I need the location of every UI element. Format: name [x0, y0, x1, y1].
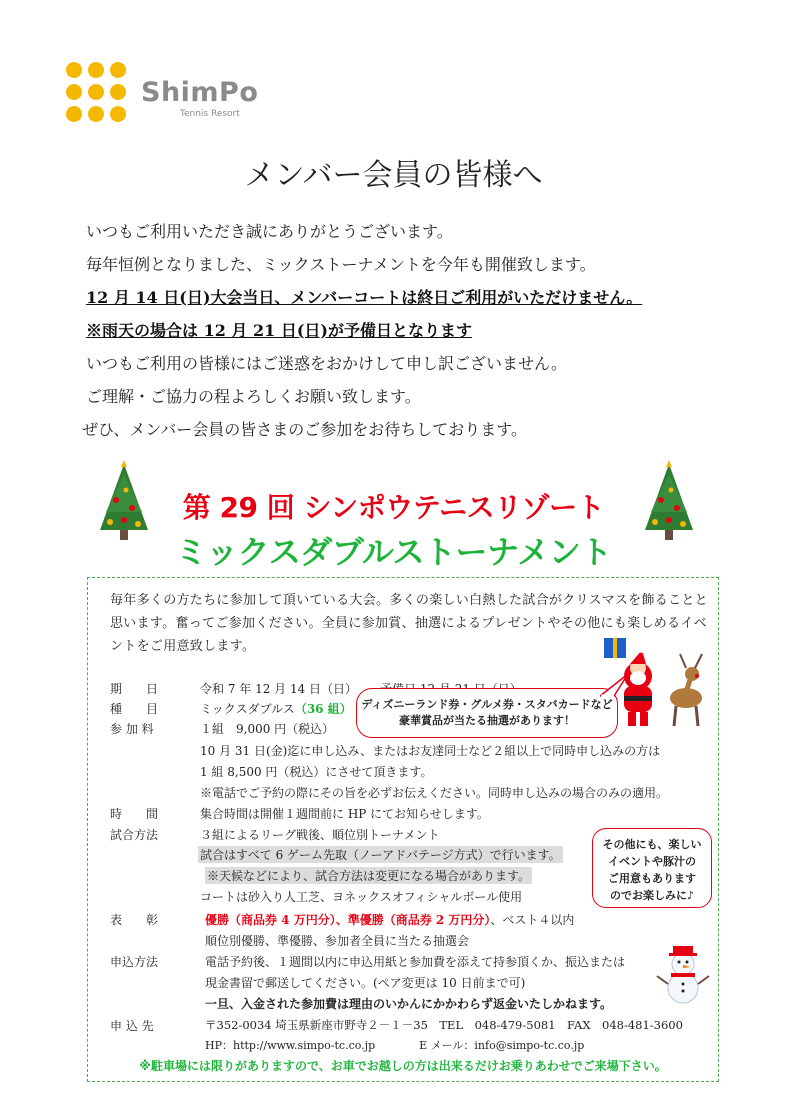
- fee-note: ※電話でご予約の際にその旨を必ずお伝えください。同時申し込みの場合のみの適用。: [200, 786, 669, 800]
- logo-dot: [110, 84, 126, 100]
- logo-dot: [66, 84, 82, 100]
- time-value: 集合時間は開催１週間前に HP にてお知らせします。: [200, 807, 489, 821]
- intro-line: ぜひ、メンバー会員の皆さまのご参加をお待ちしております。: [82, 420, 527, 439]
- callout-line: 豪華賞品が当たる抽選があります！: [399, 714, 575, 727]
- time-label: 時 間: [110, 807, 159, 821]
- intro-line-rain: ※雨天の場合は 12 月 21 日(日)が予備日となります: [86, 321, 472, 340]
- date-value: 令和 7 年 12 月 14 日（日）: [200, 682, 358, 696]
- award-rest: 、ベスト４以内: [490, 913, 575, 927]
- fee-value: １組 9,000 円（税込）: [200, 722, 335, 736]
- intro-line: いつもご利用の皆様にはご迷惑をおかけして申し訳ございません。: [86, 354, 567, 373]
- snowman-icon: [655, 944, 711, 1006]
- page-title: メンバー会員の皆様へ: [244, 158, 543, 193]
- award-main: 優勝（商品券 4 万円分）、準優勝（商品券 2 万円分）: [205, 913, 491, 927]
- logo-subtitle: Tennis Resort: [180, 109, 240, 119]
- intro-line: 毎年恒例となりました、ミックストーナメントを今年も開催致します。: [86, 255, 596, 274]
- contact-address: 〒352-0034 埼玉県新座市野寺２－１－35 TEL 048-479-5081 FAX 048-481-3600: [205, 1018, 683, 1032]
- contact-label: 申 込 先: [110, 1019, 154, 1033]
- apply-refund-note: 一旦、入金された参加費は理由のいかんにかかわらず返金いたしかねます。: [205, 997, 613, 1011]
- callout-line: ディズニーランド券・グルメ券・スタバカードなど: [361, 698, 613, 711]
- method-line: ３組によるリーグ戦後、順位別トーナメント: [200, 828, 440, 842]
- logo-dot: [110, 106, 126, 122]
- event-value: ミックスダブルス: [200, 702, 295, 716]
- method-line: コートは砂入り人工芝、ヨネックスオフィシャルボール使用: [200, 890, 523, 904]
- event-value-row: [200, 700, 352, 717]
- santa-reindeer-icon: [600, 636, 710, 736]
- apply-line: 現金書留で郵送してください。(ペア変更は 10 日前まで可): [205, 976, 526, 990]
- logo-dot: [88, 62, 104, 78]
- award-row: [205, 911, 574, 928]
- logo-dot: [66, 106, 82, 122]
- method-label: 試合方法: [110, 828, 159, 842]
- callout-line: ご用意もあります: [608, 872, 696, 885]
- logo-dot: [88, 84, 104, 100]
- intro-line-notice: 12 月 14 日(日)大会当日、メンバーコートは終日ご利用がいただけません。: [86, 288, 643, 307]
- method-line: ※天候などにより、試合方法は変更になる場合があります。: [207, 869, 531, 883]
- events-callout: [592, 828, 712, 908]
- intro-line: いつもご利用いただき誠にありがとうございます。: [86, 222, 453, 241]
- fee-label: 参 加 料: [110, 722, 154, 736]
- method-line: 試合はすべて 6 ゲーム先取（ノーアドバテージ方式）で行います。: [200, 848, 561, 862]
- fee-note: 10 月 31 日(金)迄に申し込み、またはお友達同士など２組以上で同時申し込みの方は: [200, 744, 661, 758]
- event-count: （36 組）: [294, 702, 352, 716]
- callout-line: イベントや豚汁の: [608, 855, 696, 868]
- apply-line: 電話予約後、１週間以内に申込用紙と参加費を添えて持参頂くか、振込または: [205, 955, 626, 969]
- logo-name: ShimPo: [141, 77, 259, 108]
- date-label: 期 日: [110, 682, 159, 696]
- callout-line: のでお楽しみに♪: [609, 889, 695, 902]
- intro-line: ご理解・ご協力の程よろしくお願い致します。: [86, 387, 421, 406]
- award-label: 表 彰: [110, 913, 159, 927]
- logo-dot: [66, 62, 82, 78]
- parking-notice: ※駐車場には限りがありますので、お車でお越しの方は出来るだけお乗りあわせでご来場下さい。: [139, 1059, 667, 1073]
- fee-note: 1 組 8,500 円（税込）にさせて頂きます。: [200, 765, 433, 779]
- tournament-description: 毎年多くの方たちに参加して頂いている大会。多くの楽しい白熱した試合がクリスマスを飾ることと思います。奮ってご参加ください。全員に参加賞、抽選によるプレゼントやその他にも楽しめるイベントをご用意致します。: [110, 593, 708, 654]
- apply-label: 申込方法: [110, 955, 159, 969]
- logo-dot: [110, 62, 126, 78]
- event-label: 種 目: [110, 702, 159, 716]
- callout-line: その他にも、楽しい: [602, 838, 702, 851]
- logo-dots: [66, 62, 132, 128]
- logo-dot: [88, 106, 104, 122]
- award-line: 順位別優勝、準優勝、参加者全員に当たる抽選会: [205, 934, 470, 948]
- tournament-title: 第 29 回 シンポウテニスリゾート: [182, 491, 605, 524]
- contact-web: HP：http://www.simpo-tc.co.jp E メール：info@simpo-tc.co.jp: [205, 1039, 585, 1052]
- tournament-subtitle: ミックスダブルストーナメント: [175, 533, 612, 571]
- prize-callout: [356, 688, 618, 738]
